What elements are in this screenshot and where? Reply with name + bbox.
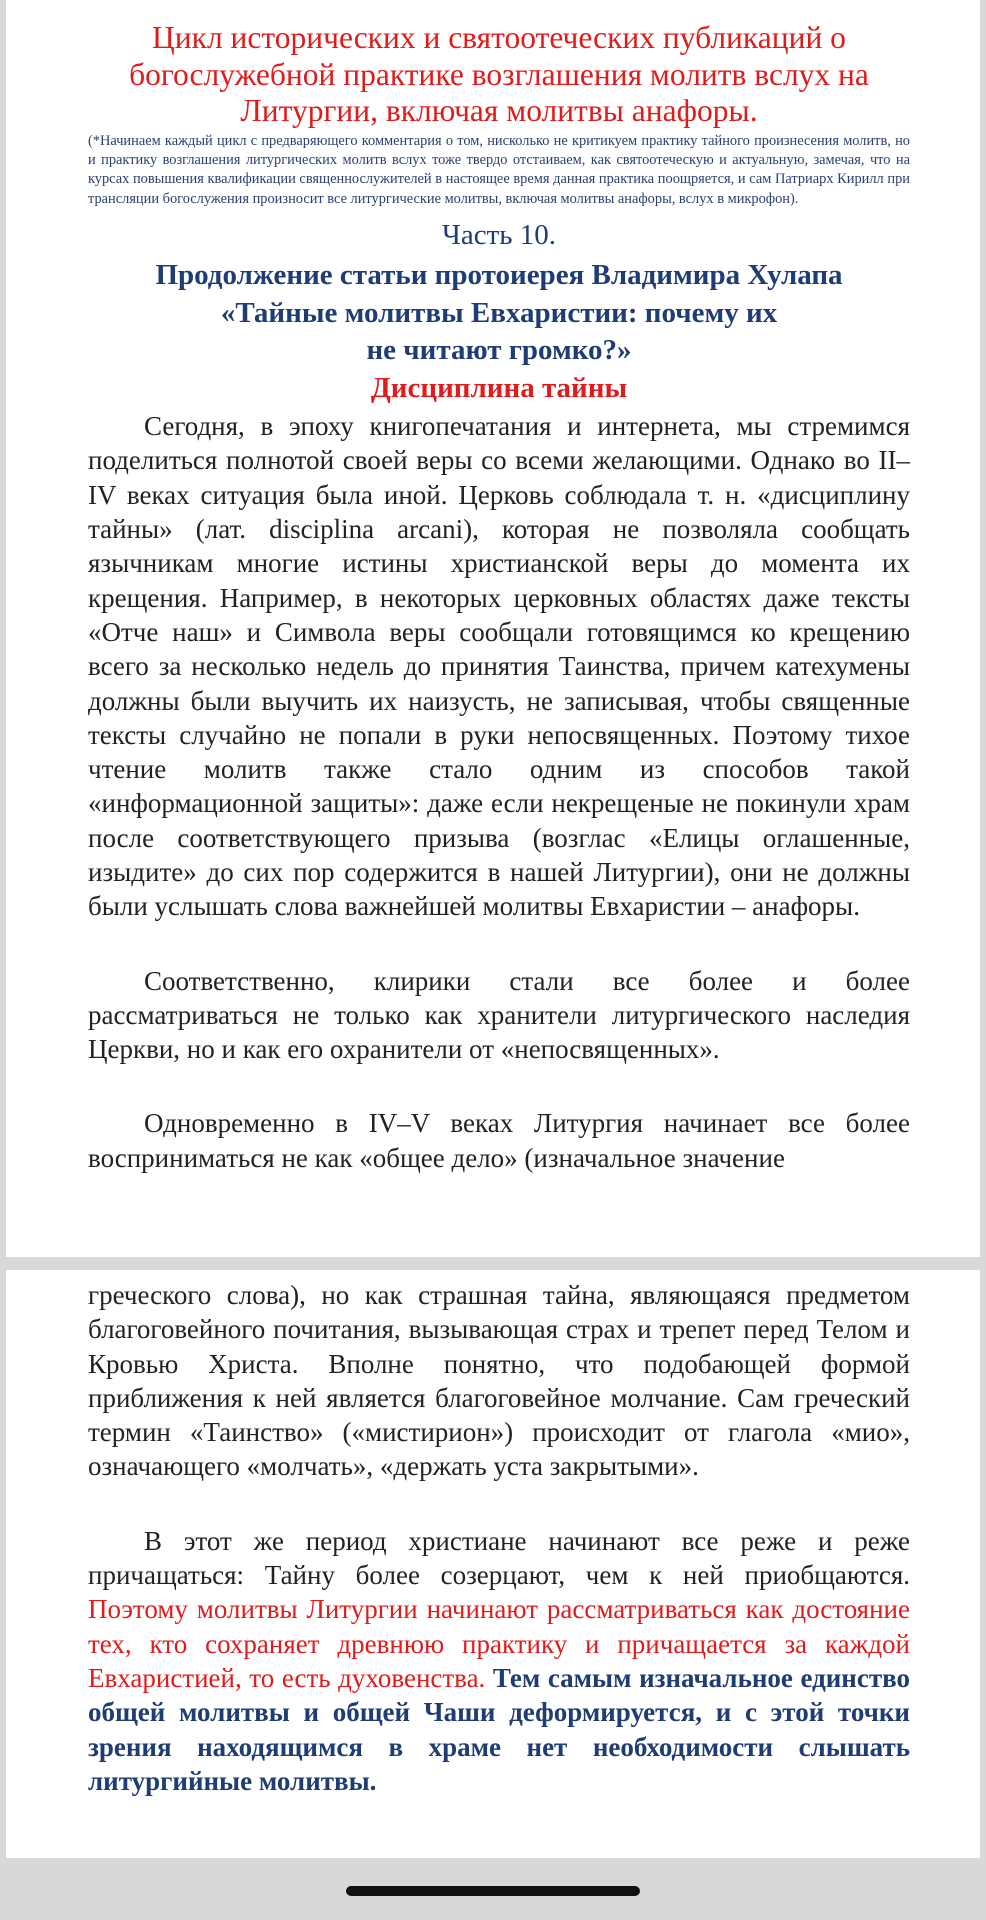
paragraph-4-bold: Тем самым изначальное единство общей молитвы и общей Чаши деформируется, и с этой точки зрения находящимся в храме нет необходимости слышать литургийные молитвы. (88, 1662, 911, 1796)
paragraph-3: Одновременно в IV–V веках Литургия начинает все более восприниматься не как «общее дело» (изначальное значение (88, 1108, 910, 1173)
article-title-line: Продолжение статьи протоиерея Владимира Хулапа (155, 259, 843, 292)
page-gutter (0, 1257, 986, 1270)
paragraph-2: Соответственно, клирики стали все более и более рассматриваться не только как хранители литургического наследия Церкви, но и как его охранители от «непосвященных». (88, 965, 910, 1065)
series-comment: (*Начинаем каждый цикл с предваряющего комментария о том, нисколько не критикуем практику тайного произнесения молитв, но и практику возглашения литургических молитв вслух тоже твердо отстаиваем, как святоотеческую и актуальную, замечая, что на курсах повышения квалификации священнослужителей в настоящее время данная практика поощряется, и сам Патриарх Кирилл при трансляции богослужения произносит все литургические молитвы, включая молитвы анафоры, вслух в микрофон). (88, 132, 910, 207)
section-heading: Дисциплина тайны (370, 371, 628, 404)
paragraph-4-red: Поэтому молитвы Литургии начинают рассматриваться как достояние тех, кто сохраняет древнюю практику и причащается за каждой Евхаристией, то есть духовенства. (88, 1594, 910, 1693)
series-title-line: Литургии, включая молитвы анафоры. (240, 93, 758, 128)
document-page-1 (6, 0, 980, 1257)
series-title-line: Цикл исторических и святоотеческих публикаций о (152, 20, 846, 55)
paragraph-3-continued: греческого слова), но как страшная тайна, являющаяся предметом благоговейного почитания, вызывающая страх и трепет перед Телом и Кровью Христа. Вполне понятно, что подобающей формой приближения к ней является благоговейное молчание. Сам греческий термин «Таинство» («мистирион») происходит от глагола «мио», означающего «молчать», «держать уста закрытыми». (88, 1280, 910, 1482)
document-page-2 (6, 1270, 980, 1858)
paragraph-4 (88, 1524, 910, 1798)
series-title (88, 10, 910, 130)
series-title-line: богослужебной практике возглашения молитв вслух на (129, 56, 869, 92)
article-title-line: не читают громко?» (366, 334, 632, 367)
paragraph-1: Сегодня, в эпоху книгопечатания и интернета, мы стремимся поделиться полнотой своей веры со всеми желающими. Однако во II–IV веках ситуация была иной. Церковь соблюдала т. н. «дисциплину тайны» (лат. disciplina arcani), которая не позволяла сообщать язычникам многие истины христианской веры до момента их крещения. Например, в некоторых церковных областях даже тексты «Отче наш» и Символа веры сообщали готовящимся ко крещению всего за несколько недель до принятия Таинства, причем катехумены должны были выучить их наизусть, не записывая, чтобы священные тексты случайно не попали в руки непосвященных. Поэтому тихое чтение молитв также стало одним из способов такой «информационной защиты»: даже если некрещеные не покинули храм после соответствующего призыва (возглас «Елицы оглашенные, изыдите» до сих пор содержится в нашей Литургии), они не должны были услышать слова важнейшей молитвы Евхаристии – анафоры. (88, 411, 910, 922)
article-title-line: «Тайные молитвы Евхаристии: почему их (220, 296, 778, 329)
article-title (88, 257, 910, 370)
part-number: Часть 10. (442, 219, 556, 252)
home-indicator[interactable] (346, 1886, 640, 1896)
paragraph-4-plain: В этот же период христиане начинают все реже и реже причащаться: Тайну более созерцают, чем к ней приобщаются. (88, 1525, 910, 1591)
